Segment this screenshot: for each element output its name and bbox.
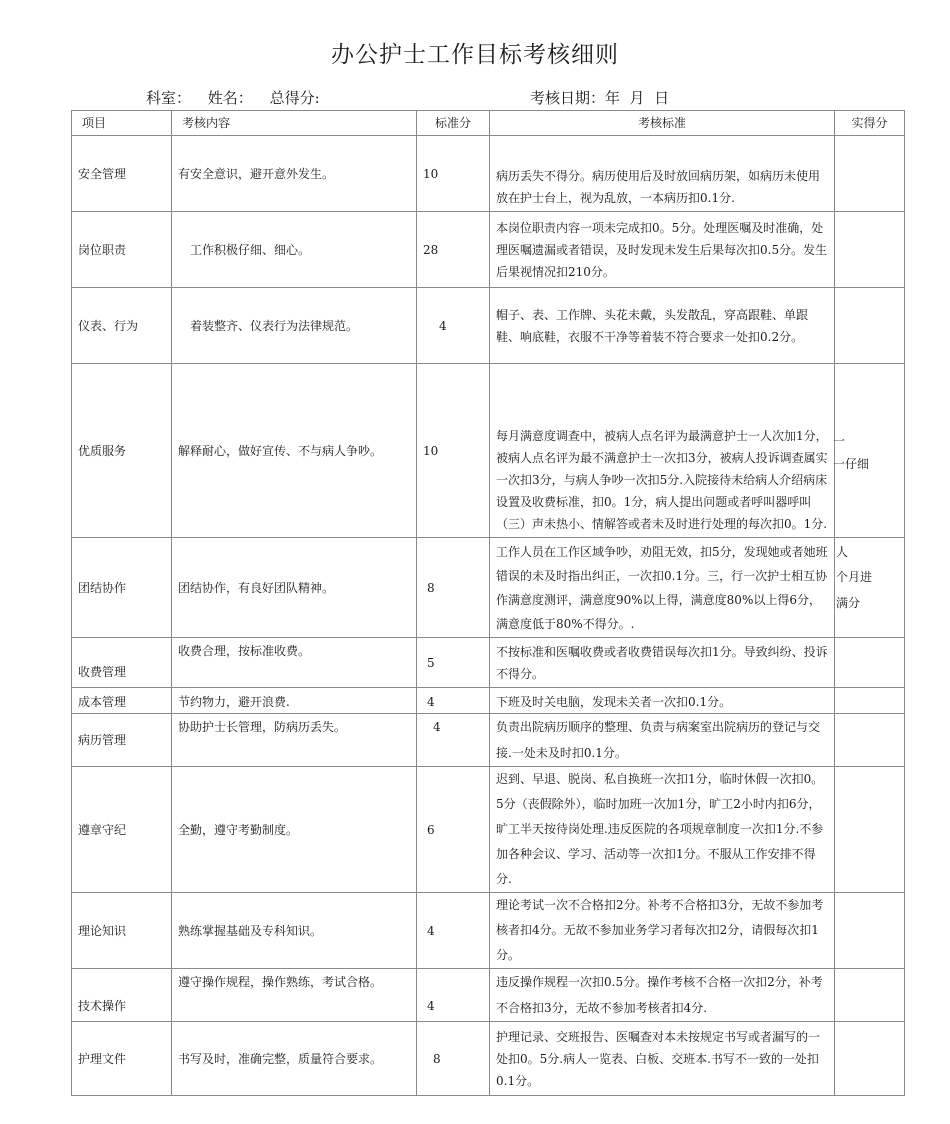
row-standard-score: 4 (417, 969, 490, 1022)
stray-note: 一仔细 (833, 457, 870, 471)
row-actual-score (835, 714, 905, 767)
row-criteria: 负责出院病历顺序的整理、负责与病案室出院病历的登记与交接.一处未及时扣0.1分。 (490, 714, 835, 767)
row-item: 收费管理 (72, 638, 172, 688)
table-row (72, 136, 905, 212)
column-header-criteria: 考核标准 (490, 111, 835, 136)
row-content: 遵守操作规程，操作熟练，考试合格。 (172, 969, 417, 1022)
table-row (72, 364, 905, 538)
row-item: 技术操作 (72, 969, 172, 1022)
table-row (72, 767, 905, 893)
stray-note: 个月进 (836, 570, 873, 584)
table-row (72, 1022, 905, 1096)
row-content: 熟练掌握基础及专科知识。 (172, 893, 417, 969)
table-header-row (72, 111, 905, 136)
row-actual-score (835, 288, 905, 364)
row-item: 病历管理 (72, 714, 172, 767)
row-standard-score: 8 (417, 1022, 490, 1096)
row-actual-score (835, 688, 905, 714)
row-item: 团结协作 (72, 538, 172, 638)
row-standard-score: 5 (417, 638, 490, 688)
row-content: 收费合理，按标准收费。 (172, 638, 417, 688)
row-criteria: 不按标准和医嘱收费或者收费错误每次扣1分。导致纠纷、投诉不得分。 (490, 638, 835, 688)
table-row (72, 638, 905, 688)
row-criteria: 违反操作规程一次扣0.5分。操作考核不合格一次扣2分，补考不合格扣3分，无故不参加考核者扣4分. (490, 969, 835, 1022)
table-row (72, 212, 905, 288)
column-header-content: 考核内容 (172, 111, 417, 136)
row-item: 优质服务 (72, 364, 172, 538)
row-content: 书写及时，准确完整，质量符合要求。 (172, 1022, 417, 1096)
table-row (72, 688, 905, 714)
row-item: 护理文件 (72, 1022, 172, 1096)
department-label: 科室： (146, 89, 192, 107)
row-item: 理论知识 (72, 893, 172, 969)
stray-note: 满分 (836, 596, 861, 610)
table-row (72, 969, 905, 1022)
table-row (72, 893, 905, 969)
column-header-item: 项目 (72, 111, 172, 136)
name-label: 姓名： (207, 89, 253, 107)
column-header-actual-score: 实得分 (835, 111, 905, 136)
stray-note: 一 (833, 434, 846, 448)
row-actual-score (835, 767, 905, 893)
row-actual-score (835, 969, 905, 1022)
row-standard-score: 4 (417, 688, 490, 714)
row-criteria: 工作人员在工作区域争吵，劝阻无效，扣5分，发现她或者她班错误的未及时指出纠正，一次扣0.1分。三，行一次护士相互协作满意度测评，满意度90%以上得，满意度80%以上得6分，满意度低于80%不得分。. (490, 538, 835, 638)
row-standard-score: 8 (417, 538, 490, 638)
table-row (72, 288, 905, 364)
row-actual-score (835, 212, 905, 288)
row-standard-score: 4 (417, 288, 490, 364)
row-criteria: 理论考试一次不合格扣2分。补考不合格扣3分，无故不参加考核者扣4分。无故不参加业务学习者每次扣2分，请假每次扣1分。 (490, 893, 835, 969)
row-item: 岗位职责 (72, 212, 172, 288)
row-standard-score: 28 (417, 212, 490, 288)
stray-note: 人 (836, 545, 849, 559)
row-criteria: 病历丢失不得分。病历使用后及时放回病历架，如病历未使用放在护士台上，视为乱放，一本病历扣0.1分. (490, 136, 835, 212)
row-criteria: 护理记录、交班报告、医嘱查对本未按规定书写或者漏写的一处扣0。5分.病人一览表、白板、交班本.书写不一致的一处扣0.1分。 (490, 1022, 835, 1096)
exam-date-label: 考核日期：年 月 日 (530, 89, 670, 107)
row-actual-score (835, 638, 905, 688)
row-content: 解释耐心，做好宣传、不与病人争吵。 (172, 364, 417, 538)
row-standard-score: 4 (417, 714, 490, 767)
row-content: 团结协作，有良好团队精神。 (172, 538, 417, 638)
row-item: 成本管理 (72, 688, 172, 714)
row-content: 节约物力，避开浪费. (172, 688, 417, 714)
row-standard-score: 10 (417, 364, 490, 538)
row-content: 有安全意识，避开意外发生。 (172, 136, 417, 212)
table-row (72, 538, 905, 638)
row-actual-score (835, 893, 905, 969)
column-header-standard-score: 标准分 (417, 111, 490, 136)
row-actual-score (835, 136, 905, 212)
row-content: 协助护士长管理，防病历丢失。 (172, 714, 417, 767)
row-criteria: 每月满意度调查中，被病人点名评为最满意护士一人次加1分，被病人点名评为最不满意护士一次扣3分，被病人投诉调查属实一次扣3分，与病人争吵一次扣5分.入院接待未给病人介绍病床设置及收费标准，扣0。1分，病人提出问题或者呼叫器呼叫（三）声未热小、情解答或者未及时进行处理的每次扣0。1分. (490, 364, 835, 538)
row-criteria: 本岗位职责内容一项未完成扣0。5分。处理医嘱及时准确，处理医嘱遗漏或者错误，及时发现未发生后果每次扣0.5分。发生后果视情况扣210分。 (490, 212, 835, 288)
row-item: 安全管理 (72, 136, 172, 212)
total-score-label: 总得分: (269, 89, 320, 107)
row-standard-score: 6 (417, 767, 490, 893)
row-content: 工作积极仔细、细心。 (172, 212, 417, 288)
header-info-right (530, 87, 681, 108)
row-standard-score: 10 (417, 136, 490, 212)
row-content: 着装整齐、仪表行为法律规范。 (172, 288, 417, 364)
row-criteria: 帽子、表、工作牌、头花未戴，头发散乱，穿高跟鞋、单跟鞋、响底鞋，衣服不干净等着装不符合要求一处扣0.2分。 (490, 288, 835, 364)
row-actual-score (835, 1022, 905, 1096)
assessment-table (71, 110, 905, 1096)
row-item: 遵章守纪 (72, 767, 172, 893)
row-content: 全勤，遵守考勤制度。 (172, 767, 417, 893)
row-item: 仪表、行为 (72, 288, 172, 364)
header-info-left (146, 87, 332, 108)
row-criteria: 迟到、早退、脱岗、私自换班一次扣1分，临时休假一次扣0。5分（丧假除外），临时加班一次加1分，旷工2小时内扣6分，旷工半天按待岗处理.违反医院的各项规章制度一次扣1分.不参加各种会议、学习、活动等一次扣1分。不服从工作安排不得分. (490, 767, 835, 893)
row-criteria: 下班及时关电脑，发现未关者一次扣0.1分。 (490, 688, 835, 714)
table-row (72, 714, 905, 767)
page-title: 办公护士工作目标考核细则 (331, 42, 619, 68)
row-standard-score: 4 (417, 893, 490, 969)
